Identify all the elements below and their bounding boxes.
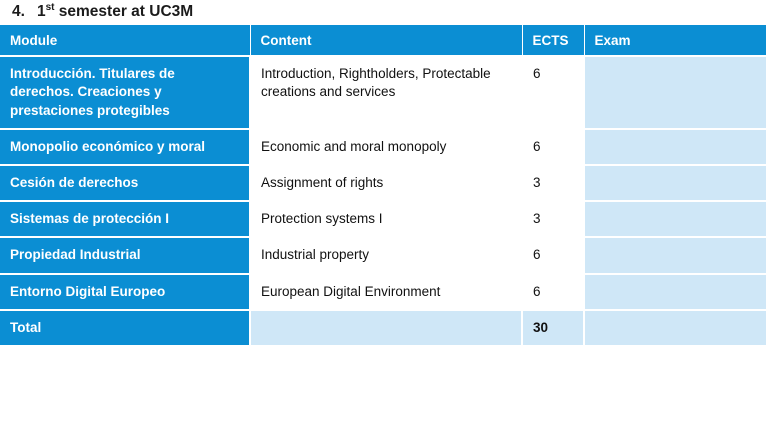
cell-exam (584, 129, 766, 165)
column-header-ects: ECTS (522, 25, 584, 56)
section-heading (0, 0, 766, 25)
table-row (0, 129, 766, 165)
cell-exam (584, 56, 766, 129)
cell-module: Sistemas de protección I (0, 201, 250, 237)
cell-module: Entorno Digital Europeo (0, 274, 250, 310)
cell-ects: 6 (522, 237, 584, 273)
section-title-rest: semester at UC3M (54, 3, 194, 21)
cell-module: Cesión de derechos (0, 165, 250, 201)
cell-ects: 3 (522, 201, 584, 237)
section-number: 4. (12, 3, 25, 21)
column-header-content: Content (250, 25, 522, 56)
table-header-row (0, 25, 766, 56)
cell-exam (584, 201, 766, 237)
table-body (0, 56, 766, 345)
section-title-main: 1 (36, 3, 46, 21)
semester-table (0, 25, 766, 345)
cell-content: European Digital Environment (250, 274, 522, 310)
section-title (37, 2, 193, 21)
cell-exam-total (584, 310, 766, 345)
cell-content-total (250, 310, 522, 345)
cell-exam (584, 165, 766, 201)
cell-ects-total: 30 (522, 310, 584, 345)
cell-content: Industrial property (250, 237, 522, 273)
table-row (0, 201, 766, 237)
cell-ects: 3 (522, 165, 584, 201)
table-row (0, 165, 766, 201)
section-title-ordinal-suffix: st (45, 2, 55, 13)
cell-module-total-label: Total (0, 310, 250, 345)
table-row (0, 56, 766, 129)
cell-exam (584, 274, 766, 310)
cell-module: Monopolio económico y moral (0, 129, 250, 165)
cell-module: Introducción. Titulares de derechos. Creaciones y prestaciones protegibles (0, 56, 250, 129)
column-header-exam: Exam (584, 25, 766, 56)
cell-ects: 6 (522, 56, 584, 129)
cell-content: Economic and moral monopoly (250, 129, 522, 165)
cell-content: Protection systems I (250, 201, 522, 237)
cell-content: Introduction, Rightholders, Protectable creations and services (250, 56, 522, 129)
column-header-module: Module (0, 25, 250, 56)
cell-ects: 6 (522, 274, 584, 310)
table-row (0, 237, 766, 273)
cell-ects: 6 (522, 129, 584, 165)
cell-exam (584, 237, 766, 273)
cell-module: Propiedad Industrial (0, 237, 250, 273)
table-row-total (0, 310, 766, 345)
table-header (0, 25, 766, 56)
cell-content: Assignment of rights (250, 165, 522, 201)
table-row (0, 274, 766, 310)
